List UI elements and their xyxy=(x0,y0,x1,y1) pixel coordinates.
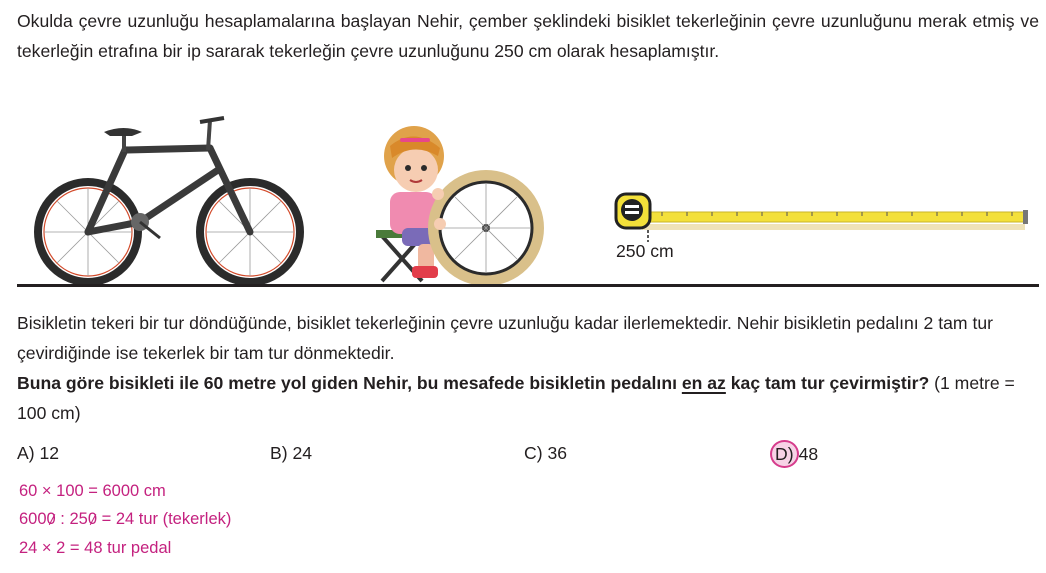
question-context: Bisikletin tekeri bir tur döndüğünde, bisiklet tekerleğinin çevre uzunluğu kadar ilerlemektedir. Nehir bisikletin pedalını 2 tam tur çevirdiğinde ise tekerlek bir tam tur dönmektedir. xyxy=(17,313,993,363)
work-line-3: 24 × 2 = 48 tur pedal xyxy=(19,539,172,557)
choice-a-letter: A) xyxy=(17,443,35,463)
measuring-tape-illustration xyxy=(612,188,1032,248)
choice-a-value: 12 xyxy=(39,443,60,463)
work-line-2 xyxy=(19,508,231,530)
work-cancelled-zero: 0 xyxy=(46,510,56,528)
work-cancelled-zero-2: 0 xyxy=(87,510,98,528)
choice-c[interactable] xyxy=(524,440,567,466)
question-text xyxy=(17,308,1039,428)
choice-d-value: 48 xyxy=(798,444,819,464)
ground-line xyxy=(17,284,1039,287)
girl-measuring-wheel-illustration xyxy=(372,126,547,286)
bicycle-illustration xyxy=(20,110,310,285)
question-prompt: Buna göre bisikleti ile 60 metre yol giden Nehir, bu mesafede bisikletin pedalını xyxy=(17,373,682,393)
choice-b-value: 24 xyxy=(292,443,313,463)
intro-paragraph: Okulda çevre uzunluğu hesaplamalarına başlayan Nehir, çember şeklindeki bisiklet tekerleğinin çevre uzunluğunu merak etmiş ve tekerleğin etrafına bir ip sararak tekerleğin çevre uzunluğunu 250 cm olarak hesaplamıştır. xyxy=(17,11,1039,61)
work-line-1: 60 × 100 = 6000 cm xyxy=(19,482,166,500)
tape-length-label: 250 cm xyxy=(616,241,674,261)
question-note: (1 metre = 100 cm) xyxy=(17,373,1015,423)
choice-c-letter: C) xyxy=(524,443,543,463)
work-result: = 24 tur (tekerlek) xyxy=(97,510,232,528)
work-divisor: : 25 xyxy=(55,510,88,528)
choice-c-value: 36 xyxy=(547,443,568,463)
question-emphasis: en az xyxy=(681,373,726,393)
question-prompt-end: kaç tam tur çevirmiştir? xyxy=(725,373,930,393)
choice-a[interactable] xyxy=(17,440,59,466)
choice-b[interactable] xyxy=(270,440,312,466)
choice-d-selected-letter: D) xyxy=(770,440,799,468)
work-dividend: 600 xyxy=(19,510,47,528)
choice-b-letter: B) xyxy=(270,443,288,463)
choice-d[interactable] xyxy=(776,440,818,468)
